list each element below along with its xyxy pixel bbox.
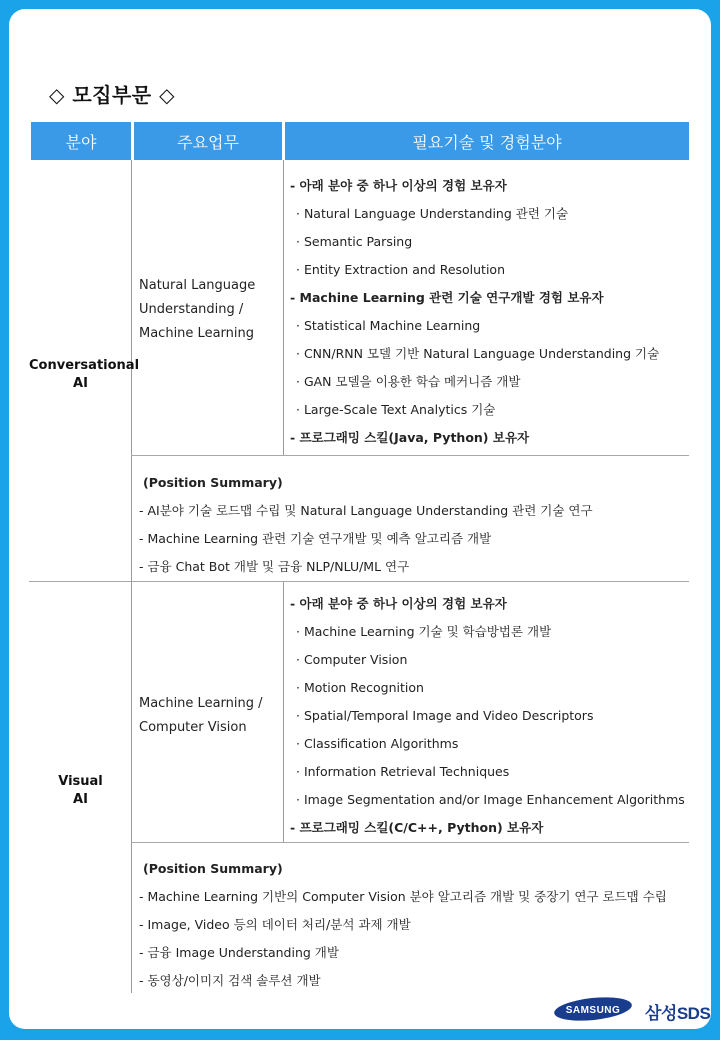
- summary-item: - 금융 Chat Bot 개발 및 금융 NLP/NLU/ML 연구: [139, 559, 410, 574]
- skill-item: - 아래 분야 중 하나 이상의 경험 보유자: [290, 596, 507, 611]
- task-line: Machine Learning /: [139, 696, 263, 711]
- skill-item: - 아래 분야 중 하나 이상의 경험 보유자: [290, 178, 507, 193]
- category-line: Visual: [58, 774, 103, 789]
- category-line: AI: [73, 792, 88, 807]
- skill-item: · Entity Extraction and Resolution: [296, 262, 506, 277]
- section-divider: [29, 581, 689, 582]
- category-line: Conversational: [29, 358, 140, 373]
- summary-divider-2: [131, 842, 689, 843]
- summary-visual-ai: [139, 855, 699, 995]
- task-line: Machine Learning: [139, 326, 254, 341]
- header-skills: 필요기술 및 경험분야: [285, 122, 689, 160]
- skill-item: - Machine Learning 관련 기술 연구개발 경험 보유자: [290, 290, 604, 305]
- summary-item: - Machine Learning 관련 기술 연구개발 및 예측 알고리즘 개발: [139, 531, 492, 546]
- samsung-logo: [553, 996, 633, 1022]
- category-visual-ai: [29, 773, 132, 809]
- skill-item: · Large-Scale Text Analytics 기술: [296, 402, 496, 417]
- skill-item: · Image Segmentation and/or Image Enhancement Algorithms: [296, 792, 685, 807]
- skills-visual-ai: [290, 590, 710, 842]
- task-line: Natural Language: [139, 278, 256, 293]
- summary-item: - 금융 Image Understanding 개발: [139, 945, 339, 960]
- category-line: AI: [73, 376, 88, 391]
- skill-item: · Natural Language Understanding 관련 기술: [296, 206, 569, 221]
- skill-item: · Machine Learning 기술 및 학습방법론 개발: [296, 624, 552, 639]
- summary-item: - 동영상/이미지 검색 솔루션 개발: [139, 973, 321, 988]
- skill-item: · Classification Algorithms: [296, 736, 459, 751]
- header-task: 주요업무: [134, 122, 282, 160]
- recruitment-card: [9, 9, 711, 1029]
- summary-item: - Machine Learning 기반의 Computer Vision 분야 알고리즘 개발 및 중장기 연구 로드맵 수립: [139, 889, 667, 904]
- column-divider-1: [131, 160, 132, 993]
- summary-title: (Position Summary): [143, 861, 283, 876]
- skill-item: - 프로그래밍 스킬(C/C++, Python) 보유자: [290, 820, 544, 835]
- page-title: ◇ 모집부문 ◇: [49, 83, 175, 107]
- task-line: Computer Vision: [139, 720, 247, 735]
- summary-title: (Position Summary): [143, 475, 283, 490]
- skill-item: · Computer Vision: [296, 652, 408, 667]
- samsung-logo-text: SAMSUNG: [565, 1005, 621, 1016]
- skill-item: · Statistical Machine Learning: [296, 318, 481, 333]
- samsung-sds-logo: 삼성SDS: [645, 1004, 711, 1023]
- summary-divider-1: [131, 455, 689, 456]
- skills-conversational-ai: [290, 172, 710, 452]
- task-line: Understanding /: [139, 302, 244, 317]
- skill-item: · Semantic Parsing: [296, 234, 413, 249]
- summary-conversational-ai: [139, 469, 699, 581]
- skill-item: · Spatial/Temporal Image and Video Descriptors: [296, 708, 594, 723]
- skill-item: · GAN 모델을 이용한 학습 메커니즘 개발: [296, 374, 521, 389]
- summary-item: - Image, Video 등의 데이터 처리/분석 과제 개발: [139, 917, 411, 932]
- task-visual-ai: [139, 692, 284, 740]
- skill-item: - 프로그래밍 스킬(Java, Python) 보유자: [290, 430, 530, 445]
- skill-item: · CNN/RNN 모델 기반 Natural Language Understanding 기술: [296, 346, 660, 361]
- header-category: 분야: [31, 122, 131, 160]
- skill-item: · Information Retrieval Techniques: [296, 764, 510, 779]
- summary-item: - AI분야 기술 로드맵 수립 및 Natural Language Understanding 관련 기술 연구: [139, 503, 593, 518]
- category-conversational-ai: [29, 357, 140, 393]
- skill-item: · Motion Recognition: [296, 680, 424, 695]
- task-conversational-ai: [139, 274, 284, 346]
